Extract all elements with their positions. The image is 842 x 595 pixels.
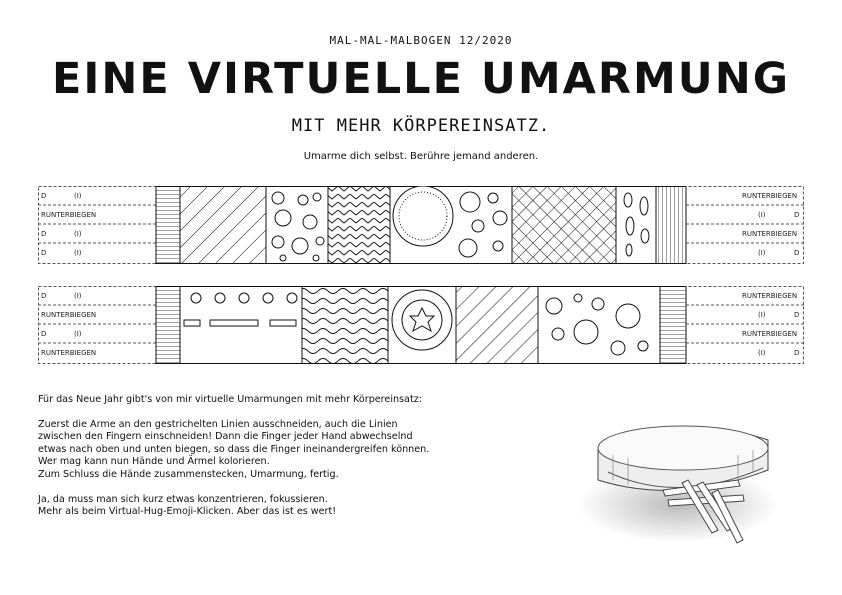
fold-label: RUNTERBIEGEN: [742, 230, 798, 238]
left-fingers: [38, 192, 156, 257]
paper-ring-icon: [568, 410, 798, 570]
page-kicker: MAL-MAL-MALBOGEN 12/2020: [329, 34, 513, 47]
left-fingers: [38, 292, 156, 357]
svg-text:D: D: [41, 292, 47, 300]
page-title: EINE VIRTUELLE UMARMUNG: [51, 54, 790, 104]
fold-label: RUNTERBIEGEN: [41, 211, 97, 219]
svg-text:D: D: [41, 249, 47, 257]
svg-text:D: D: [41, 230, 47, 238]
fold-label: RUNTERBIEGEN: [742, 330, 798, 338]
hug-band-top-artwork: [38, 186, 804, 264]
paper-ring-photo: [568, 410, 798, 570]
svg-text:(I): (I): [74, 230, 82, 238]
page-subtitle: MIT MEHR KÖRPEREINSATZ.: [291, 116, 551, 136]
svg-text:D: D: [794, 349, 800, 357]
fold-label: RUNTERBIEGEN: [742, 192, 798, 200]
svg-text:D: D: [794, 311, 800, 319]
svg-text:(I): (I): [758, 349, 766, 357]
page-tagline: Umarme dich selbst. Berühre jemand anderen.: [303, 151, 539, 162]
svg-text:(I): (I): [758, 249, 766, 257]
fold-label: RUNTERBIEGEN: [41, 349, 97, 357]
svg-text:(I): (I): [74, 249, 82, 257]
steps-paragraph: Zuerst die Arme an den gestrichelten Linien ausschneiden, auch die Linien zwischen den Fingern einschneiden! Dann die Finger jeder Hand abwechselnd etwas nach oben und unten biegen, so dass die Finger ineinandergreifen können. Wer mag kann nun Hände und Ärmel kolorieren. Zum Schluss die Hände zusammenstecken, Umarmung, fertig.: [38, 418, 430, 480]
right-fingers: [686, 292, 804, 357]
svg-text:(I): (I): [74, 192, 82, 200]
fold-label: RUNTERBIEGEN: [742, 292, 798, 300]
hug-band-top: [38, 186, 804, 264]
svg-text:(I): (I): [74, 330, 82, 338]
instructions-text: [38, 394, 518, 531]
svg-text:D: D: [41, 330, 47, 338]
hug-band-bottom-artwork: [38, 286, 804, 364]
svg-text:(I): (I): [758, 211, 766, 219]
right-fingers: [686, 192, 804, 257]
fold-label: RUNTERBIEGEN: [41, 311, 97, 319]
svg-text:D: D: [794, 211, 800, 219]
svg-text:D: D: [794, 249, 800, 257]
intro-paragraph: Für das Neue Jahr gibt's von mir virtuelle Umarmungen mit mehr Körpereinsatz:: [38, 394, 422, 405]
svg-text:(I): (I): [758, 311, 766, 319]
hug-band-bottom: [38, 286, 804, 364]
svg-text:(I): (I): [74, 292, 82, 300]
svg-text:D: D: [41, 192, 47, 200]
closing-paragraph: Ja, da muss man sich kurz etwas konzentrieren, fokussieren. Mehr als beim Virtual-Hug-Emoji-Klicken. Aber das ist es wert!: [38, 493, 337, 518]
